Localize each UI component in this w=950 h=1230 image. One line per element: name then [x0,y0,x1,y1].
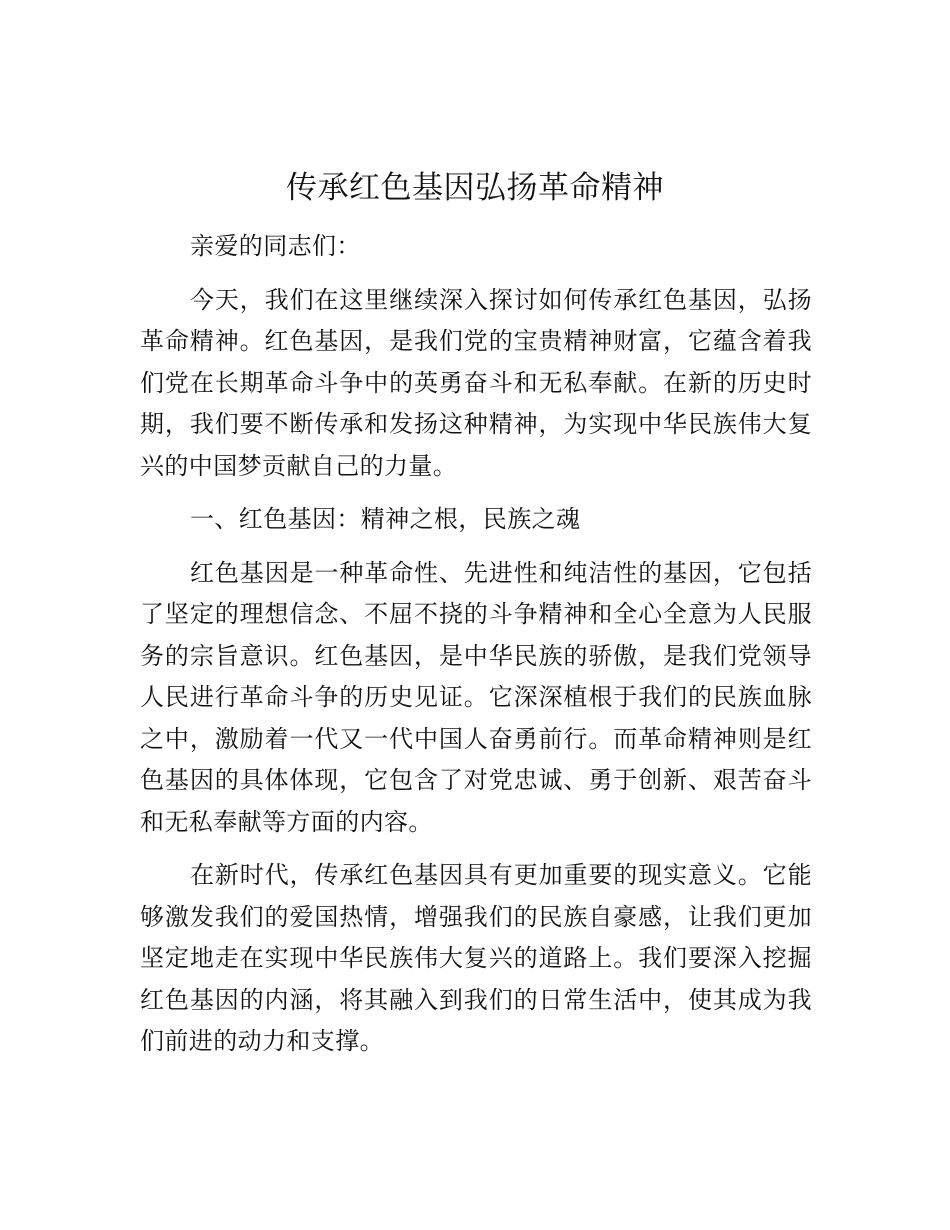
paragraph-intro: 今天，我们在这里继续深入探讨如何传承红色基因，弘扬革命精神。红色基因，是我们党的宝贵精神财富，它蕴含着我们党在长期革命斗争中的英勇奋斗和无私奉献。在新的历史时期，我们要不断传承和发扬这种精神，为实现中华民族伟大复兴的中国梦贡献自己的力量。 [140,285,812,480]
salutation: 亲爱的同志们： [190,232,361,260]
paragraph-new-era: 在新时代，传承红色基因具有更加重要的现实意义。它能够激发我们的爱国热情，增强我们的民族自豪感，让我们更加坚定地走在实现中华民族伟大复兴的道路上。我们要深入挖掘红色基因的内涵，将其融入到我们的日常生活中，使其成为我们前进的动力和支撑。 [140,861,812,1055]
section-heading-1: 一、红色基因：精神之根，民族之魂 [190,505,581,533]
paragraph-red-gene: 红色基因是一种革命性、先进性和纯洁性的基因，它包括了坚定的理想信念、不屈不挠的斗争精神和全心全意为人民服务的宗旨意识。红色基因，是中华民族的骄傲，是我们党领导人民进行革命斗争的历史见证。它深深植根于我们的民族血脉之中，激励着一代又一代中国人奋勇前行。而革命精神则是红色基因的具体体现，它包含了对党忠诚、勇于创新、艰苦奋斗和无私奉献等方面的内容。 [140,558,812,836]
document-body [140,226,812,1063]
document-title: 传承红色基因弘扬革命精神 [286,170,664,206]
